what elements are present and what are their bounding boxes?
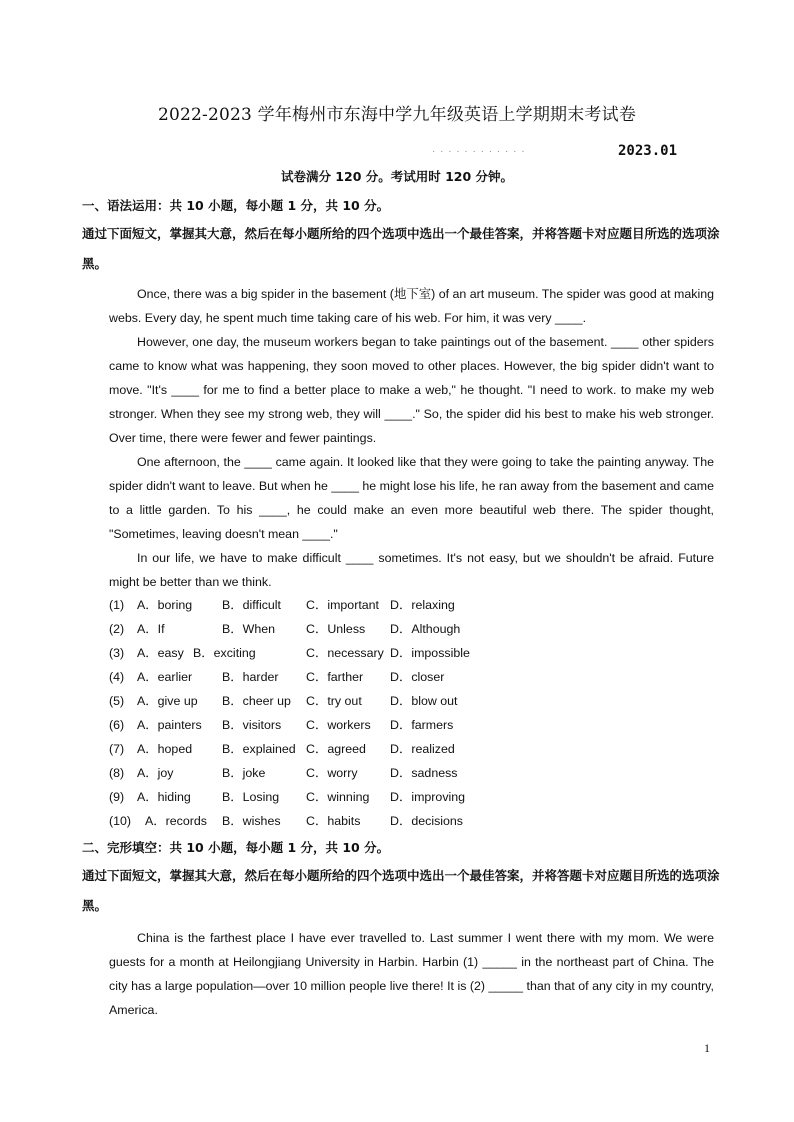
exam-title: 2022-2023 学年梅州市东海中学九年级英语上学期期末考试卷 xyxy=(157,105,637,125)
passage1-paragraph-1: Once, there was a big spider in the basement (地下室) of an art museum. The spider was good at making webs. Every day, he spent much time taking care of his web. For him, it was very ____. xyxy=(109,287,714,325)
option-d: D．closer xyxy=(390,670,445,684)
option-a: A．records xyxy=(145,814,207,828)
question-number: (1) xyxy=(109,598,125,612)
exam-note: 试卷满分 120 分。考试用时 120 分钟。 xyxy=(280,169,514,184)
option-c: C．farther xyxy=(306,670,364,684)
option-c: C．necessary xyxy=(306,646,384,660)
question-number: (2) xyxy=(109,622,125,636)
option-c: C．try out xyxy=(306,694,362,708)
option-b: B．harder xyxy=(222,670,279,684)
option-c: C．habits xyxy=(306,814,361,828)
option-d: D．impossible xyxy=(390,646,470,660)
option-a: A．boring xyxy=(137,598,193,612)
passage2-paragraph-1: China is the farthest place I have ever travelled to. Last summer I went there with my mom. We were guests for a month at Heilongjiang University in Harbin. Harbin (1) _____ in the northeast part of China. The city has a large population—over 10 million people live there! It is (2) _____ than that of any city in my country, America. xyxy=(109,931,714,1017)
option-row-10 xyxy=(109,809,529,833)
option-d: D．realized xyxy=(390,742,455,756)
exam-date: 2023.01 xyxy=(618,143,678,159)
question-number: (3) xyxy=(109,646,125,660)
option-b: B．difficult xyxy=(222,598,281,612)
question-number: (7) xyxy=(109,742,125,756)
option-row-3 xyxy=(109,641,529,665)
section1-instruction: 通过下面短文，掌握其大意，然后在每小题所给的四个选项中选出一个最佳答案，并将答题卡对应题目所选的选项涂黑。 xyxy=(82,226,720,271)
passage1-paragraph-3: One afternoon, the ____ came again. It looked like that they were going to take the painting anyway. The spider didn't want to leave. But when he ____ he might lose his life, he ran away from the basement and came to a little garden. To his ____, he could make an even more beautiful web there. The spider thought, "Sometimes, leaving doesn't mean ____." xyxy=(109,455,714,541)
option-row-1 xyxy=(109,593,529,617)
option-c: C．winning xyxy=(306,790,370,804)
option-c: C．Unless xyxy=(306,622,366,636)
option-b: B．explained xyxy=(222,742,296,756)
option-a: A．give up xyxy=(137,694,198,708)
option-row-4 xyxy=(109,665,529,689)
page-number: 1 xyxy=(704,1041,710,1055)
option-row-8 xyxy=(109,761,529,785)
option-b: B．joke xyxy=(222,766,266,780)
passage1-paragraph-2: However, one day, the museum workers began to take paintings out of the basement. ____ other spiders came to know what was happening, they soon moved to other places. However, the big spider didn't want to move. "It's ____ for me to find a better place to make a web," he thought. "I need to work. to make my web stronger. When they see my strong web, they will ____." So, the spider did his best to make his web stronger. Over time, there were fewer and fewer paintings. xyxy=(109,335,714,445)
section2-heading: 二、完形填空：共 10 小题，每小题 1 分，共 10 分。 xyxy=(82,840,390,855)
option-c: C．agreed xyxy=(306,742,366,756)
option-a: A．hiding xyxy=(137,790,191,804)
option-b: B．cheer up xyxy=(222,694,291,708)
option-row-5 xyxy=(109,689,529,713)
option-a: A．easy xyxy=(137,646,184,660)
option-d: D．farmers xyxy=(390,718,454,732)
option-b: B．When xyxy=(222,622,276,636)
option-a: A．If xyxy=(137,622,165,636)
section1-heading: 一、语法运用：共 10 小题，每小题 1 分，共 10 分。 xyxy=(82,198,390,213)
option-b: B．visitors xyxy=(222,718,282,732)
option-a: A．earlier xyxy=(137,670,193,684)
question-number: (10) xyxy=(109,814,132,828)
option-row-6 xyxy=(109,713,529,737)
option-d: D．relaxing xyxy=(390,598,455,612)
passage1-paragraph-4: In our life, we have to make difficult ____ sometimes. It's not easy, but we shouldn't be afraid. Future might be better than we think. xyxy=(109,551,714,589)
option-a: A．painters xyxy=(137,718,202,732)
option-b: B．wishes xyxy=(222,814,281,828)
section2-instruction: 通过下面短文，掌握其大意，然后在每小题所给的四个选项中选出一个最佳答案，并将答题卡对应题目所选的选项涂黑。 xyxy=(82,868,720,913)
question-number: (8) xyxy=(109,766,125,780)
option-a: A．joy xyxy=(137,766,174,780)
question-number: (5) xyxy=(109,694,125,708)
option-row-2 xyxy=(109,617,529,641)
option-a: A．hoped xyxy=(137,742,193,756)
option-row-9 xyxy=(109,785,529,809)
question-number: (4) xyxy=(109,670,125,684)
option-d: D．Although xyxy=(390,622,461,636)
option-d: D．blow out xyxy=(390,694,458,708)
question-number: (9) xyxy=(109,790,125,804)
option-row-7 xyxy=(109,737,529,761)
option-c: C．important xyxy=(306,598,379,612)
question-number: (6) xyxy=(109,718,125,732)
option-d: D．sadness xyxy=(390,766,458,780)
option-d: D．improving xyxy=(390,790,466,804)
option-b: B．exciting xyxy=(193,646,256,660)
option-b: B．Losing xyxy=(222,790,280,804)
option-c: C．workers xyxy=(306,718,371,732)
option-d: D．decisions xyxy=(390,814,463,828)
decorative-dots: · · · · · · · · · · · · xyxy=(432,146,526,157)
option-c: C．worry xyxy=(306,766,358,780)
